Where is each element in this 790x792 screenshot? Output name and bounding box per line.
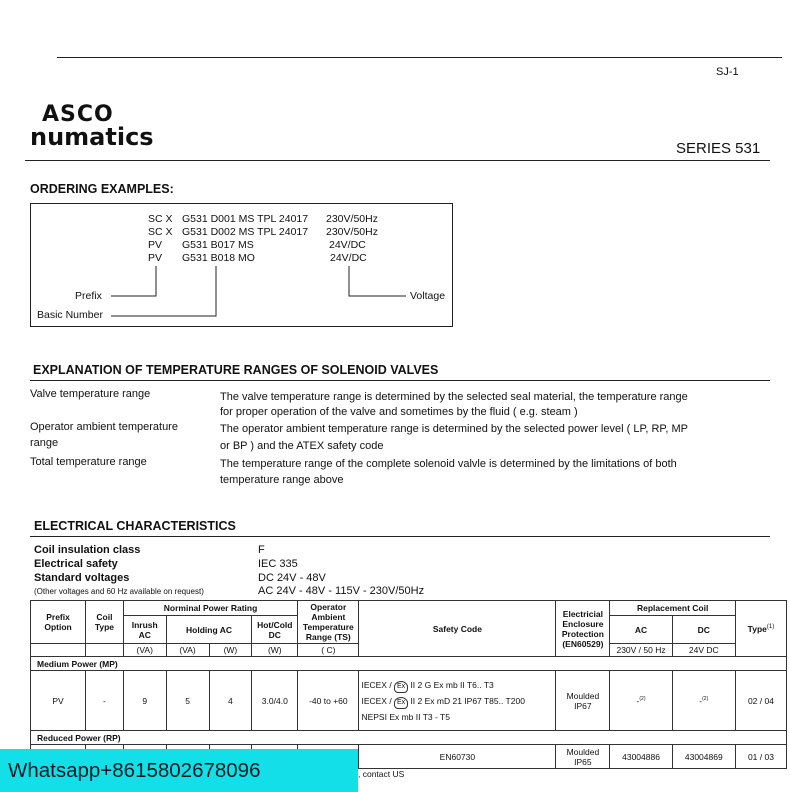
elec-prop-value: IEC 335 bbox=[258, 558, 298, 570]
th-holding: Holding AC bbox=[166, 616, 252, 644]
cell-coil: - bbox=[86, 671, 124, 731]
th-dc: DC bbox=[672, 616, 735, 644]
label-prefix: Prefix bbox=[75, 290, 102, 302]
elec-prop-value: DC 24V - 48V bbox=[258, 572, 326, 584]
order-prefix: PV bbox=[148, 239, 163, 251]
cell-inrush: 9 bbox=[123, 671, 166, 731]
order-voltage: 230V/50Hz bbox=[326, 213, 378, 225]
temp-desc: for proper operation of the valve and sometimes by the fluid ( e.g. steam ) bbox=[220, 406, 578, 418]
electrical-rule bbox=[30, 536, 770, 537]
elec-prop-label: Coil insulation class bbox=[34, 544, 141, 556]
th-type-label: Type bbox=[747, 623, 767, 634]
safety-line: IECEX / Ex II 2 Ex mD 21 IP67 T85.. T200 bbox=[361, 693, 554, 709]
footnote-tail: , contact US bbox=[358, 769, 405, 779]
cell-ac: -$^{(2)}$ bbox=[610, 671, 672, 731]
electrical-table bbox=[30, 600, 787, 769]
ac-voltages: AC 24V - 48V - 115V - 230V/50Hz bbox=[258, 585, 425, 597]
temp-desc: or BP ) and the ATEX safety code bbox=[220, 440, 384, 452]
temp-desc: The valve temperature range is determined by the selected seal material, the temperature range bbox=[220, 391, 688, 403]
cell-hold-va: 5 bbox=[166, 671, 209, 731]
section-medium-power: Medium Power (MP) bbox=[31, 657, 787, 671]
ordering-title: ORDERING EXAMPLES: bbox=[30, 182, 174, 196]
th-operator-temp: Operator Ambient Temperature Range (TS) bbox=[298, 601, 359, 644]
ordering-box bbox=[30, 203, 453, 327]
cell-safety: EN60730 bbox=[359, 745, 556, 769]
logo-numatics: numatics bbox=[30, 123, 154, 151]
temp-term: Total temperature range bbox=[30, 456, 147, 468]
top-rule bbox=[57, 57, 782, 58]
elec-prop-value: F bbox=[258, 544, 265, 556]
ex-icon: Ex bbox=[394, 681, 408, 693]
cell-safety bbox=[359, 671, 556, 731]
th-inrush: Inrush AC bbox=[123, 616, 166, 644]
th-safety-code: Safety Code bbox=[359, 601, 556, 657]
order-voltage: 230V/50Hz bbox=[326, 226, 378, 238]
unit-hotcold: (W) bbox=[252, 644, 298, 657]
cell-hold-w: 4 bbox=[209, 671, 252, 731]
temp-desc: The operator ambient temperature range is determined by the selected power level ( LP, RP, MP bbox=[220, 423, 688, 435]
th-type-sup: (1) bbox=[766, 623, 775, 630]
order-voltage: 24V/DC bbox=[329, 239, 366, 251]
th-ac: AC bbox=[610, 616, 672, 644]
th-enclosure: Electricial Enclosure Protection (EN60529) bbox=[556, 601, 610, 657]
cell-prefix: PV bbox=[31, 671, 86, 731]
unit-empty bbox=[86, 644, 124, 657]
cell-dc: 43004869 bbox=[672, 745, 735, 769]
unit-dc: 24V DC bbox=[672, 644, 735, 657]
cell-enclosure: Moulded IP67 bbox=[556, 671, 610, 731]
th-prefix-option: Prefix Option bbox=[31, 601, 86, 644]
cell-hotcold: 3.0/4.0 bbox=[252, 671, 298, 731]
electrical-title: ELECTRICAL CHARACTERISTICS bbox=[34, 519, 236, 533]
unit-temp: ( C) bbox=[298, 644, 359, 657]
safety-line: IECEX / Ex II 2 G Ex mb II T6.. T3 bbox=[361, 677, 554, 693]
cell-dc: -$^{(2)}$ bbox=[672, 671, 735, 731]
temperature-title: EXPLANATION OF TEMPERATURE RANGES OF SOLENOID VALVES bbox=[33, 363, 439, 377]
temp-term: Operator ambient temperature bbox=[30, 421, 178, 433]
temp-desc: The temperature range of the complete solenoid valvle is determined by the limitations of both bbox=[220, 458, 677, 470]
unit-inrush: (VA) bbox=[123, 644, 166, 657]
ex-icon: Ex bbox=[394, 697, 408, 709]
cell-temp: -40 to +60 bbox=[298, 671, 359, 731]
other-voltages-note: (Other voltages and 60 Hz available on request) bbox=[34, 587, 204, 596]
label-voltage: Voltage bbox=[410, 290, 446, 302]
order-code: G531 B018 MO bbox=[182, 252, 255, 264]
th-coil-type: Coil Type bbox=[86, 601, 124, 644]
order-voltage: 24V/DC bbox=[330, 252, 367, 264]
order-code: G531 B017 MS bbox=[182, 239, 254, 251]
unit-ac: 230V / 50 Hz bbox=[610, 644, 672, 657]
th-hotcold: Hot/Cold DC bbox=[252, 616, 298, 644]
whatsapp-watermark: Whatsapp+8615802678096 bbox=[0, 749, 358, 792]
temp-term: range bbox=[30, 437, 59, 449]
order-prefix: SC X bbox=[148, 213, 173, 225]
elec-prop-label: Electrical safety bbox=[34, 558, 118, 570]
temp-desc: temperature range above bbox=[220, 474, 344, 486]
cell-enclosure: Moulded IP65 bbox=[556, 745, 610, 769]
cell-type: 02 / 04 bbox=[735, 671, 786, 731]
page-code: SJ-1 bbox=[716, 66, 739, 78]
cell-ac: 43004886 bbox=[610, 745, 672, 769]
temperature-rule bbox=[30, 380, 770, 381]
cell-type: 01 / 03 bbox=[735, 745, 786, 769]
table-row bbox=[31, 671, 787, 731]
order-prefix: PV bbox=[148, 252, 163, 264]
temp-term: Valve temperature range bbox=[30, 388, 151, 400]
order-code: G531 D002 MS TPL 24017 bbox=[182, 226, 309, 238]
unit-empty bbox=[31, 644, 86, 657]
order-code: G531 D001 MS TPL 24017 bbox=[182, 213, 309, 225]
unit-hold-w: (W) bbox=[209, 644, 252, 657]
unit-hold-va: (VA) bbox=[166, 644, 209, 657]
th-nominal-power: Norminal Power Rating bbox=[123, 601, 297, 616]
th-replacement-coil: Replacement Coil bbox=[610, 601, 735, 616]
logo-asco: ASCO bbox=[42, 102, 114, 127]
elec-prop-label: Standard voltages bbox=[34, 572, 130, 584]
section-reduced-power: Reduced Power (RP) bbox=[31, 731, 787, 745]
th-type bbox=[735, 601, 786, 657]
label-basic-number: Basic Number bbox=[37, 309, 103, 321]
order-prefix: SC X bbox=[148, 226, 173, 238]
safety-line: NEPSI Ex mb II T3 - T5 bbox=[361, 711, 450, 722]
header-rule bbox=[25, 160, 770, 161]
series-title: SERIES 531 bbox=[676, 140, 761, 157]
